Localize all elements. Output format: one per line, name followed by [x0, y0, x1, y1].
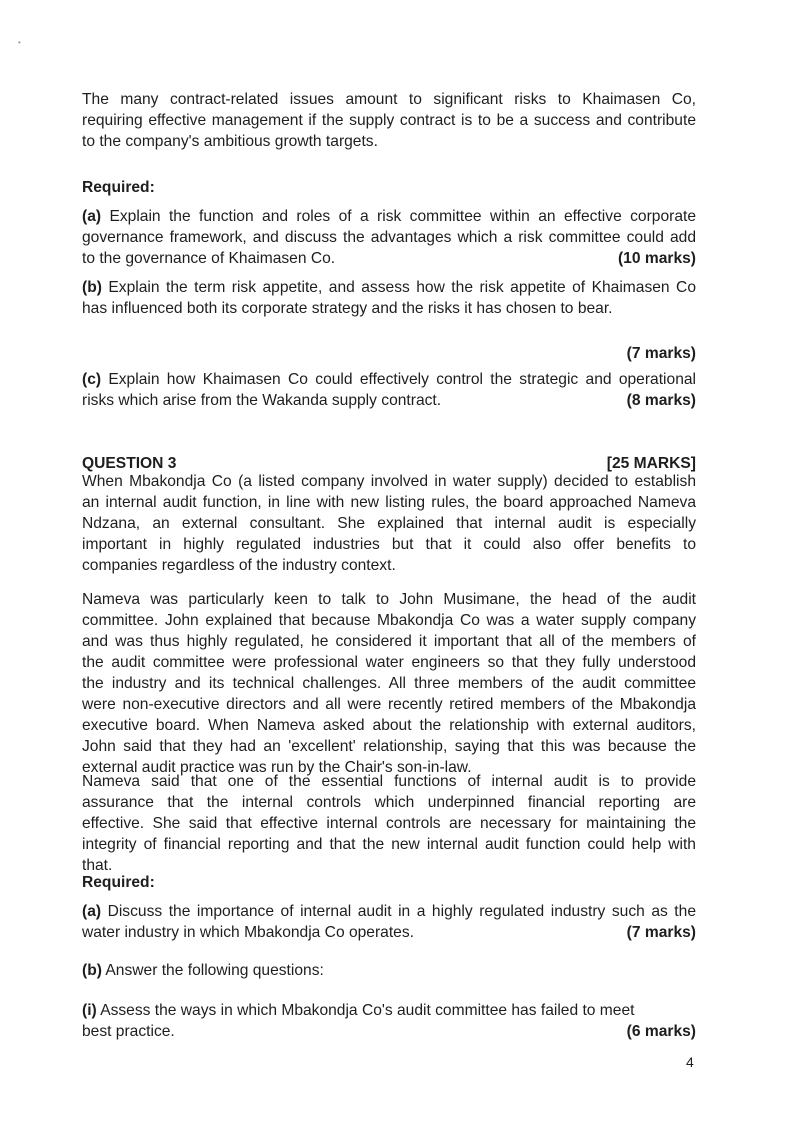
- line-text: governance framework, and discuss the advantages which a risk committee could add: [82, 229, 696, 246]
- text-line: [82, 792, 696, 813]
- text-line: [82, 813, 696, 834]
- question-item: [82, 369, 696, 411]
- text-line: [82, 513, 696, 534]
- line-text: to the governance of Khaimasen Co.: [82, 250, 336, 267]
- text-line: [82, 736, 696, 757]
- marks-label: (6 marks): [626, 1023, 696, 1040]
- line-text: companies regardless of the industry context.: [82, 557, 396, 574]
- text-line: [82, 610, 696, 631]
- text-line: [82, 771, 696, 792]
- paragraph: [82, 771, 696, 876]
- text-line: [82, 673, 696, 694]
- line-text: executive board. When Nameva asked about the relationship with external auditors,: [82, 717, 696, 734]
- question-label: (b): [82, 279, 102, 296]
- question-label: (c): [82, 371, 102, 388]
- line-text: an internal audit function, in line with new listing rules, the board approached Nameva: [82, 494, 696, 511]
- text-line: [82, 1000, 696, 1021]
- paragraph: [82, 89, 696, 152]
- line-text: assurance that the internal controls which underpinned financial reporting are: [82, 794, 696, 811]
- text-line: [82, 589, 696, 610]
- question-label: (b): [82, 962, 102, 979]
- question-item: [82, 277, 696, 319]
- text-line: [82, 901, 696, 922]
- text-line: [82, 555, 696, 576]
- text-line: [82, 227, 696, 248]
- line-text: that.: [82, 857, 113, 874]
- line-text: water industry in which Mbakondja Co operates.: [82, 924, 414, 941]
- line-text: best practice.: [82, 1023, 175, 1040]
- text-line: [82, 922, 696, 943]
- line-text: the industry and its technical challenges. All three members of the audit committee: [82, 675, 696, 692]
- heading-text: Required:: [82, 179, 155, 196]
- question-item: [82, 1000, 696, 1042]
- text-line: [82, 390, 696, 411]
- line-text: effective. She said that effective internal controls are necessary for maintaining the: [82, 815, 696, 832]
- line-text: John said that they had an 'excellent' relationship, saying that this was because the: [82, 738, 696, 755]
- paragraph: [82, 589, 696, 778]
- line-text: When Mbakondja Co (a listed company involved in water supply) decided to establish: [82, 473, 696, 490]
- marks-label: (8 marks): [626, 392, 696, 409]
- line-text: important in highly regulated industries but that it could also offer benefits to: [82, 536, 696, 553]
- text-line: [82, 248, 696, 269]
- text-line: [82, 89, 696, 110]
- text-line: [82, 131, 696, 152]
- line-text: requiring effective management if the supply contract is to be a success and contribute: [82, 112, 696, 129]
- line-text: has influenced both its corporate strategy and the risks it has chosen to bear.: [82, 300, 613, 317]
- marks-label: (7 marks): [626, 345, 696, 362]
- scan-speck: •: [18, 38, 21, 47]
- line-text: external audit practice was run by the Chair's son-in-law.: [82, 759, 472, 776]
- text-line: [82, 960, 696, 981]
- text-line: [82, 492, 696, 513]
- text-line: [82, 631, 696, 652]
- line-text: Nameva said that one of the essential functions of internal audit is to provide: [82, 773, 696, 790]
- line-text: were non-executive directors and all were recently retired members of the Mbakondja: [82, 696, 696, 713]
- line-text: and was thus highly regulated, he considered it important that all of the members of: [82, 633, 696, 650]
- line-text: committee. John explained that because Mbakondja Co was a water supply company: [82, 612, 696, 629]
- text-line: [82, 694, 696, 715]
- line-text: Discuss the importance of internal audit in a highly regulated industry such as the: [101, 903, 696, 920]
- question-item: [82, 960, 696, 981]
- question-label: (i): [82, 1002, 97, 1019]
- text-line: [82, 834, 696, 855]
- text-line: [82, 206, 696, 227]
- line-text: integrity of financial reporting and that the new internal audit function could help with: [82, 836, 696, 853]
- paragraph: [82, 471, 696, 576]
- text-line: [82, 471, 696, 492]
- page-number: 4: [686, 1054, 694, 1070]
- text-line: [82, 534, 696, 555]
- text-line: [82, 715, 696, 736]
- heading-text: QUESTION 3: [82, 455, 177, 472]
- heading-text: Required:: [82, 874, 155, 891]
- marks-label: (7 marks): [626, 924, 696, 941]
- question-label: (a): [82, 903, 102, 920]
- line-text: Ndzana, an external consultant. She explained that internal audit is especially: [82, 515, 696, 532]
- line-text: Explain the term risk appetite, and assess how the risk appetite of Khaimasen Co: [101, 279, 696, 296]
- line-text: to the company's ambitious growth targets.: [82, 133, 378, 150]
- text-line: [82, 652, 696, 673]
- question-label: (a): [82, 208, 102, 225]
- text-line: [82, 298, 696, 319]
- line-text: Assess the ways in which Mbakondja Co's audit committee has failed to meet: [96, 1002, 635, 1019]
- text-line: [82, 369, 696, 390]
- text-line: [82, 110, 696, 131]
- line-text: The many contract-related issues amount to significant risks to Khaimasen Co,: [82, 91, 696, 108]
- section-heading: [82, 177, 696, 198]
- question-item: [82, 901, 696, 943]
- line-text: Explain the function and roles of a risk committee within an effective corporate: [101, 208, 696, 225]
- line-text: risks which arise from the Wakanda supply contract.: [82, 392, 442, 409]
- section-heading: [82, 872, 696, 893]
- line-text: Explain how Khaimasen Co could effectively control the strategic and operational: [101, 371, 696, 388]
- marks-line: [82, 343, 696, 364]
- marks-label: [25 MARKS]: [606, 455, 696, 472]
- text-line: [82, 1021, 696, 1042]
- line-text: Answer the following questions:: [101, 962, 324, 979]
- line-text: the audit committee were professional water engineers so that they fully understood: [82, 654, 696, 671]
- text-line: [82, 277, 696, 298]
- question-item: [82, 206, 696, 269]
- line-text: Nameva was particularly keen to talk to John Musimane, the head of the audit: [82, 591, 696, 608]
- marks-label: (10 marks): [617, 250, 696, 267]
